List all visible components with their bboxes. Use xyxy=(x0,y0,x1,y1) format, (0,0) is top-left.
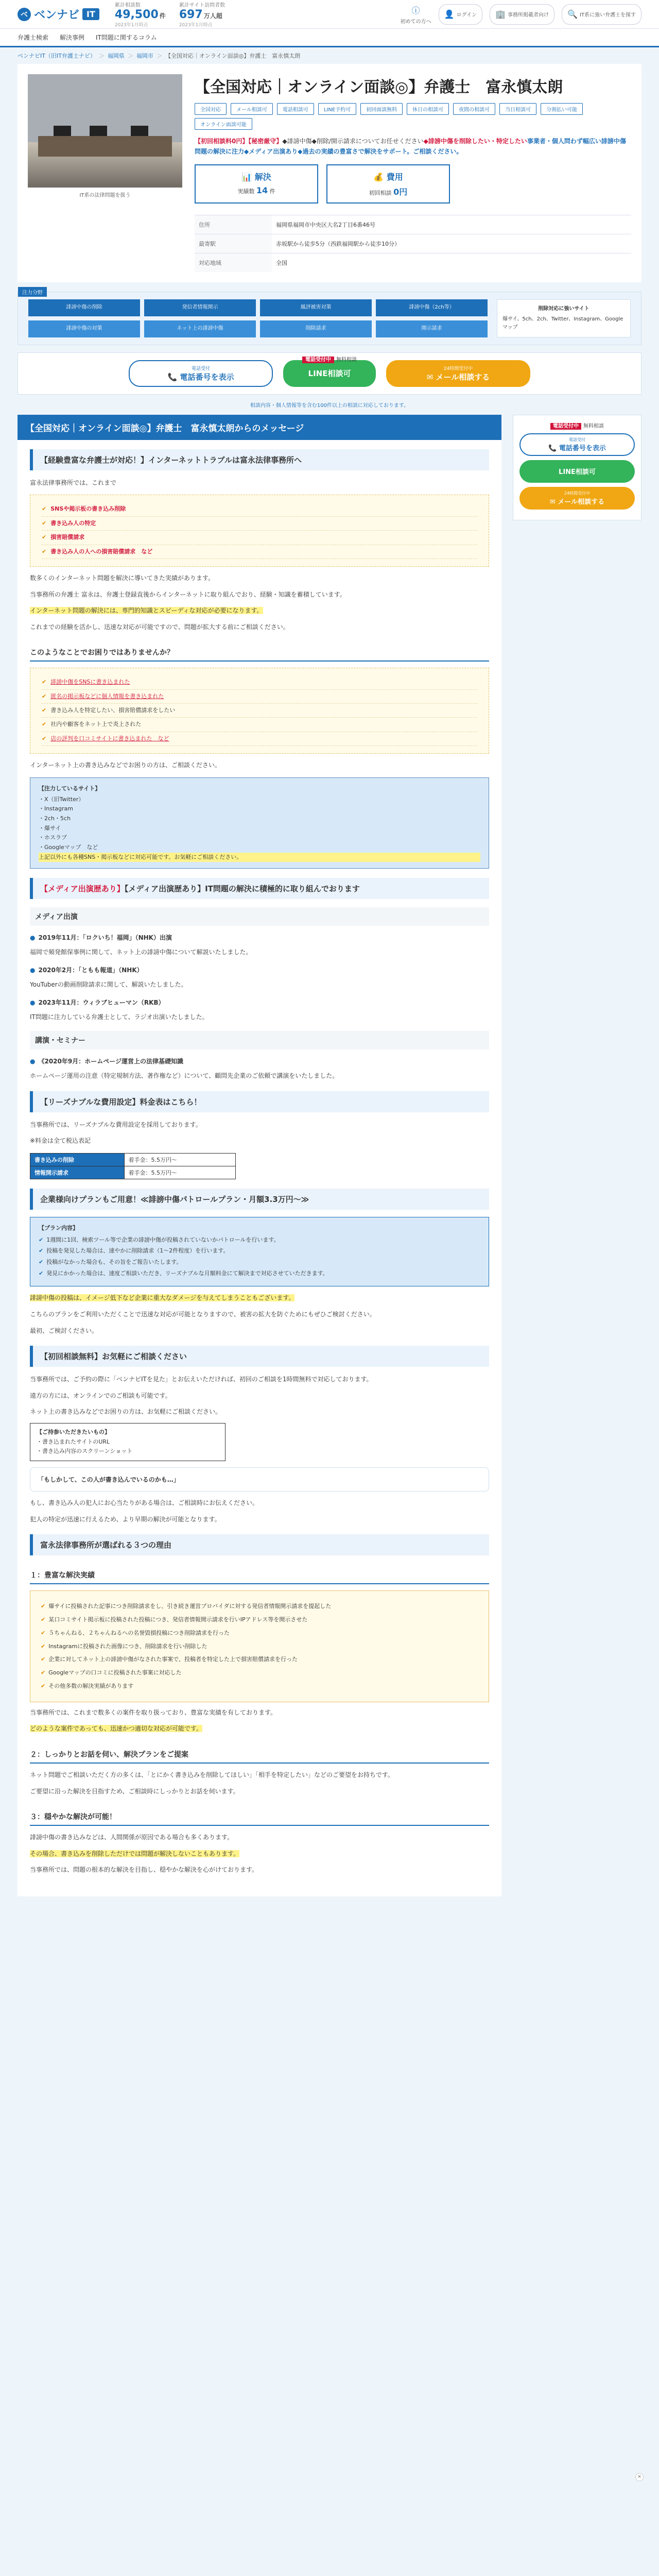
sites-info-box: 【注力しているサイト】 ・X（旧Twitter） ・Instagram ・2ch・5ch ・爆サイ ・ホスラブ ・Googleマップ など 上記以外にも各種SNS・掲示板などに対応可能です。お気軽にご相談ください。 xyxy=(30,777,489,869)
stat-visitors: 累計サイト訪問者数 697 万人超 2023年1月時点 xyxy=(179,3,226,28)
media-item: ● 2019年11月：「ロクいち！福岡」（NHK）出演 xyxy=(30,933,489,942)
list-item: ✔ SNSや掲示板の書き込み削除 xyxy=(42,502,477,516)
reason-heading: １：豊富な解決実績 xyxy=(30,1567,489,1584)
search-lawyer-link[interactable]: 🔍 IT系に強い弁護士を探す xyxy=(562,4,641,25)
table-row: 書き込みの削除 着手金：5.5万円～ xyxy=(30,1153,236,1166)
seminar-item: ● 《2020年9月：ホームページ運営上の法律基礎知識 xyxy=(30,1057,489,1065)
list-item: ✔ 某口コミサイト掲示板に投稿された投稿につき、発信者情報開示請求を行いIPアドレス等を開示させた xyxy=(41,1615,478,1625)
list-item: ✔ 書き込み人を特定したい、損害賠償請求をしたい xyxy=(42,704,477,718)
nav-lawyer-search[interactable]: 弁護士検索 xyxy=(18,34,49,41)
list-item: ✔ 投稿がなかった場合も、その旨をご報告いたします。 xyxy=(39,1258,480,1267)
tag: LINE予約可 xyxy=(318,103,356,115)
area-link[interactable]: ネット上の誹謗中傷 xyxy=(144,320,256,337)
tag: 当日相談可 xyxy=(499,103,536,115)
achievement-list xyxy=(30,495,489,567)
list-item: ✔ 爆サイに投稿された記事につき削除請求をし、引き続き運営プロバイダに対する発信者情報開示請求を提起した xyxy=(41,1601,478,1612)
list-item: ✔ Instagramに投稿された画像につき、削除請求を行い削除した xyxy=(41,1641,478,1652)
crumb-pref[interactable]: 福岡県 xyxy=(107,53,125,59)
cta-note: 相談内容・個人情報等を含む100件以上の相談に対応しております。 xyxy=(250,402,409,409)
photo-caption: IT系の法律問題を扱う xyxy=(79,193,131,198)
stat-consultations: 累計相談数 49,500 件 2023年1月時点 xyxy=(114,3,166,28)
media-item: ● 2023年11月：ウィラブヒューマン（RKB） xyxy=(30,998,489,1007)
tag: オンライン面談可能 xyxy=(195,118,252,130)
message-title: 【全国対応｜オンライン面談◎】弁護士 富永慎太朗からのメッセージ xyxy=(18,415,501,440)
results-list xyxy=(30,1590,489,1702)
tag: メール相談可 xyxy=(231,103,273,115)
message-section: 【全国対応｜オンライン面談◎】弁護士 富永慎太朗からのメッセージ 【経験豊富な弁護士が対応！】インターネットトラブルは富永法律事務所へ 富永法律事務所では、これまで ✔ SNSや掲示板の書き込み削除 ✔ 書き込み人の特定 ✔ 損害賠償請求 ✔ 書き込み人の人への損害賠償請求 など 数多くのインターネット問題を解決に導いてきた実績があります。 当事務所の弁護士 富永は、弁護士登録直後からインターネットに取り組んでおり、経験・知識を蓄積しています。 インターネット問題の解決には、専門的知識とスピーディな対応が必要になります。 これまでの経験を活かし、迅速な対応が可能ですので、問題が拡大する前にご相談ください。 このようなことでお困りではありませんか？ ✔ 誹謗中傷をSNSに書き込まれた ✔ 匿名の掲示板などに個人情報を書き込まれた ✔ 書き込み人を特定したい、損害賠償請求をしたい ✔ 社内や顧客をネット上で炎上された ✔ 店の評判を口コミサイトに書き込まれた など インターネット上の書き込みなどでお困りの方は、ご相談ください。 【注力しているサイト】 ・X（旧Twitter） ・Instagram ・2ch・5ch ・爆サイ ・ホスラブ ・Googleマップ など 上記以外にも各種SNS・掲示板などに対応可能です。お気軽にご相談ください。 【メディア出演歴あり】【メディア出演歴あり】IT問題の解決に積極的に取り組んでおります メディア出演 ● 2019年11月：「ロクいち！福岡」（NHK）出演 福岡で頻発館保事例に関して、ネット上の誹謗中傷について解説いたしました。 ● 2020年2月：「ともも報道」（NHK） YouTuberの動画削除請求に関して、解説いたしました。 ● 2023年11月：ウィラブヒューマン（RKB） IT問題に注力している弁護士として、ラジオ出演いたしました。 講演・セミナー ● 《2020年9月：ホームページ運営上の法律基礎知識 ホームページ運用の注意（特定規制方法、著作権など）について、顧問先企業のご依頼で講演をいたしました。 【リーズナブルな費用設定】料金表はこちら！ 当事務所では、リーズナブルな費用設定を採用しております。 ※料金は全て税込表記 書き込みの削除 着手金：5.5万円～ 情報開示請求 着手金：5.5万円～ 企業様向けプランもご用意！≪誹謗中傷パトロールプラン・月額3.3万円～≫ 【プラン内容】 ✔ 1週間に1回、検索ツール等で企業の誹謗中傷が投稿されていないかパトロールを行います。 ✔ 投稿を発見した場合は、速やかに削除請求（1～2件程度）を行います。 ✔ 投稿がなかった場合も、その旨をご報告いたします。 ✔ 発見にかかった場合は、速度ご相談いただき、リーズナブルな月額料金にて解決まで対応させていただきます。 誹謗中傷の投稿は、イメージ低下など企業に重大なダメージを与えてしまうこともございます。 こちらのプランをご利用いただくことで迅速な対応が可能となりますので、被害の拡大を防ぐためにもぜひご検討ください。 最初、ご検討ください。 【初回相談無料】お気軽にご相談ください 当事務所では、ご予約の際に「ベンナビITを見た」とお伝えいただければ、初回のご相談を1時間無料で対応しております。 遠方の方には、オンラインでのご相談も可能です。 ネット上の書き込みなどでお困りの方は、お気軽にご相談ください。 【ご持参いただきたいもの】 ・書き込まれたサイトのURL ・書き込み内容のスクリーンショット 「もしかして、この人が書き込んでいるのかも…」 もし、書き込み人の犯人にお心当たりがある場合は、ご相談時にお伝えください。 犯人の特定が迅速に行えるため、より早期の解決が可能となります。 富永法律事務所が選ばれる３つの理由 １：豊富な解決実績 ✔ 爆サイに投稿された記事につき削除請求をし、引き続き運営プロバイダに対する発信者情報開示請求を提起した ✔ 某口コミサイト掲示板に投稿された投稿につき、発信者情報開示請求を行いIPアドレス等を開示させた ✔ ５ちゃんねる、２ちゃんねるへの名誉毀損投稿につき削除請求を行った ✔ Instagramに投稿された画像につき、削除請求を行い削除した ✔ 企業に対してネット上の誹謗中傷がなされた事案で、投稿者を特定した上で損害賠償請求を行った ✔ Googleマップの口コミに投稿された事案に対応した ✔ その他多数の解決実績があります 当事務所では、これまで数多くの案件を取り扱っており、豊富な実績を有しております。 どのような案件であっても、迅速かつ適切な対応が可能です。 ２：しっかりとお話を伺い、解決プランをご提案 ネット問題でご相談いただく方の多くは、「とにかく書き込みを削除してほしい」「相手を特定したい」などのご要望をお持ちです。 ご要望に沿った解決を目指すため、ご相談時にしっかりとお話を伺います。 ３：穏やかな解決が可能！ 誹謗中傷の書き込みなどは、人間関係が原因である場合も多くあります。 その場合、書き込みを削除しただけでは問題が解決しないこともあります。 当事務所では、問題の根本的な解決を目指し、穏やかな解決を心がけております。 xyxy=(18,415,501,1896)
crumb-home[interactable]: ベンナビIT（旧IT弁護士ナビ） xyxy=(18,53,96,59)
plan-box: 【プラン内容】 ✔ 1週間に1回、検索ツール等で企業の誹謗中傷が投稿されていないかパトロールを行います。 ✔ 投稿を発見した場合は、速やかに削除請求（1～2件程度）を行います。 ✔ 投稿がなかった場合も、その旨をご報告いたします。 ✔ 発見にかかった場合は、速度ご相談いただき、リーズナブルな月額料金にて解決まで対応させていただきます。 xyxy=(30,1217,489,1286)
list-item: ✔ 企業に対してネット上の誹謗中傷がなされた事案で、投稿者を特定した上で損害賠償請求を行った xyxy=(41,1654,478,1665)
login-button[interactable]: 👤 ログイン xyxy=(439,4,482,25)
list-item: ✔ 匿名の掲示板などに個人情報を書き込まれた xyxy=(42,690,477,704)
office-photo xyxy=(28,74,182,188)
fee-box: 💰 費用 初回相談 0円 xyxy=(326,164,450,204)
office-listing-link[interactable]: 🏢 事務所掲載者向け xyxy=(490,4,554,25)
section-heading: 【リーズナブルな費用設定】料金表はこちら！ xyxy=(30,1091,489,1112)
area-link[interactable]: 誹謗中傷（2ch等） xyxy=(376,299,488,316)
sidebar-line-button[interactable]: LINE相談可 xyxy=(519,460,635,483)
profile-card xyxy=(18,64,641,282)
table-row: 情報開示請求 着手金：5.5万円～ xyxy=(30,1166,236,1179)
list-item: ✔ 書き込み人の特定 xyxy=(42,517,477,531)
line-button[interactable]: LINE相談可 xyxy=(283,360,376,387)
bring-items-box: 【ご持参いただきたいもの】 ・書き込まれたサイトのURL ・書き込み内容のスクリーンショット xyxy=(30,1423,226,1461)
reason-heading: ３：穏やかな解決が可能！ xyxy=(30,1808,489,1826)
area-link[interactable]: 風評被害対策 xyxy=(260,299,372,316)
sidebar-mail-button[interactable]: 24時間受付中 ✉ メール相談する xyxy=(519,487,635,510)
feature-tags xyxy=(195,103,631,130)
list-item: ✔ Googleマップの口コミに投稿された事案に対応した xyxy=(41,1668,478,1678)
list-item: ✔ ５ちゃんねる、２ちゃんねるへの名誉毀損投稿につき削除請求を行った xyxy=(41,1628,478,1638)
section-heading: 【経験豊富な弁護士が対応！】インターネットトラブルは富永法律事務所へ xyxy=(30,449,489,470)
search-icon: 🔍 xyxy=(567,9,578,19)
tag: 全国対応 xyxy=(195,103,227,115)
results-box: 📊 解決 実績数 14 件 xyxy=(195,164,318,204)
phone-button[interactable]: 電話受付 📞 電話番号を表示 xyxy=(129,360,273,387)
trouble-list xyxy=(30,668,489,754)
sidebar-contact-card: 電話受付中 無料相談 電話受付 📞 電話番号を表示 LINE相談可 24時間受付中 ✉ メール相談する xyxy=(513,415,641,520)
tag: 休日の相談可 xyxy=(407,103,449,115)
area-link[interactable]: 誹謗中傷の削除 xyxy=(28,299,140,316)
area-link[interactable]: 開示請求 xyxy=(376,320,488,337)
tag: 夜間の相談可 xyxy=(453,103,495,115)
user-icon: 👤 xyxy=(444,9,455,19)
nav-columns[interactable]: IT問題に関するコラム xyxy=(96,34,157,41)
focus-areas: 注力分野 誹謗中傷の削除 発信者情報開示 風評被害対策 誹謗中傷（2ch等） 誹謗中傷の対策 ネット上の誹謗中傷 削除請求 開示請求 削除対応に強いサイト 爆サイ、5ch、2ch、Twitter、Instagram、Googleマップ xyxy=(18,292,641,345)
reason-heading: ２：しっかりとお話を伺い、解決プランをご提案 xyxy=(30,1746,489,1764)
sidebar-phone-button[interactable]: 電話受付 📞 電話番号を表示 xyxy=(519,433,635,456)
crumb-current: 【全国対応｜オンライン面談◎】弁護士 富永慎太朗 xyxy=(165,53,301,59)
section-heading: 富永法律事務所が選ばれる３つの理由 xyxy=(30,1534,489,1555)
list-item: ✔ 投稿を発見した場合は、速やかに削除請求（1～2件程度）を行います。 xyxy=(39,1246,480,1256)
speech-bubble: 「もしかして、この人が書き込んでいるのかも…」 xyxy=(30,1467,489,1492)
table-row: 対応地域 全国 xyxy=(195,253,631,272)
tag: 分割払い可能 xyxy=(541,103,583,115)
list-item: ✔ 店の評判を口コミサイトに書き込まれた など xyxy=(42,732,477,746)
table-row: 最寄駅 赤坂駅から徒歩5分（西鉄福岡駅から徒歩10分） xyxy=(195,234,631,253)
lawyer-title: 【全国対応｜オンライン面談◎】弁護士 富永慎太朗 xyxy=(195,78,563,96)
office-info-table xyxy=(195,215,631,272)
breadcrumb: ベンナビIT（旧IT弁護士ナビ） ＞ 福岡県 ＞ 福岡市 ＞ 【全国対応｜オンライン面談◎】弁護士 富永慎太朗 xyxy=(18,53,301,59)
list-item: ✔ 書き込み人の人への損害賠償請求 など xyxy=(42,545,477,559)
nav-cases[interactable]: 解決事例 xyxy=(60,34,85,41)
site-logo[interactable]: ベ ベンナビ IT xyxy=(18,6,99,22)
section-heading: 企業様向けプランもご用意！≪誹謗中傷パトロールプラン・月額3.3万円～≫ xyxy=(30,1189,489,1210)
section-heading: 【初回相談無料】お気軽にご相談ください xyxy=(30,1346,489,1367)
profile-lead: 【初回相談料0円】【秘密厳守】◆誹謗中傷◆削除/開示請求についてお任せください◆誹謗中傷を削除したい・特定したい事業者・個人問わず幅広い誹謗中傷問題の解決に注力◆メディア出演あり◆過去の実績の豊富さで解決をサポート。ご相談ください。 xyxy=(195,138,626,156)
area-link[interactable]: 削除請求 xyxy=(260,320,372,337)
site-header xyxy=(0,0,659,29)
table-row: 住所 福岡県福岡市中央区大名2丁目6番46号 xyxy=(195,215,631,234)
price-table xyxy=(30,1153,236,1179)
crumb-city[interactable]: 福岡市 xyxy=(136,53,153,59)
section-heading: 【メディア出演歴あり】【メディア出演歴あり】IT問題の解決に積極的に取り組んでおります xyxy=(30,878,489,899)
sites-box: 削除対応に強いサイト 爆サイ、5ch、2ch、Twitter、Instagram、Googleマップ xyxy=(497,299,631,337)
subsection-heading: このようなことでお困りではありませんか？ xyxy=(30,644,489,662)
close-icon[interactable]: ✕ xyxy=(635,2473,644,2481)
main-nav xyxy=(0,29,659,47)
area-link[interactable]: 誹謗中傷の対策 xyxy=(28,320,140,337)
tag: 初回面談無料 xyxy=(360,103,403,115)
list-item: ✔ 誹謗中傷をSNSに書き込まれた xyxy=(42,675,477,689)
area-link[interactable]: 発信者情報開示 xyxy=(144,299,256,316)
list-item: ✔ 社内や顧客をネット上で炎上された xyxy=(42,718,477,732)
building-icon: 🏢 xyxy=(495,9,506,19)
list-item: ✔ 1週間に1回、検索ツール等で企業の誹謗中傷が投稿されていないかパトロールを行います。 xyxy=(39,1235,480,1245)
list-item: ✔ 損害賠償請求 xyxy=(42,531,477,545)
cta-bar: 電話受付中 無料相談 電話受付 📞 電話番号を表示 LINE相談可 24時間受付中 ✉ メール相談する xyxy=(18,352,641,395)
tag: 電話相談可 xyxy=(277,103,314,115)
seminar-heading: 講演・セミナー xyxy=(30,1031,489,1049)
info-icon: ⓘ xyxy=(411,5,420,15)
list-item: ✔ 発見にかかった場合は、速度ご相談いただき、リーズナブルな月額料金にて解決まで対応させていただきます。 xyxy=(39,1269,480,1279)
logo-mark-icon: ベ xyxy=(18,8,31,21)
beginner-link[interactable]: ⓘ 初めての方へ xyxy=(401,4,431,25)
mail-button[interactable]: 24時間受付中 ✉ メール相談する xyxy=(386,360,530,387)
media-heading: メディア出演 xyxy=(30,907,489,926)
list-item: ✔ その他多数の解決実績があります xyxy=(41,1681,478,1691)
media-item: ● 2020年2月：「ともも報道」（NHK） xyxy=(30,965,489,974)
